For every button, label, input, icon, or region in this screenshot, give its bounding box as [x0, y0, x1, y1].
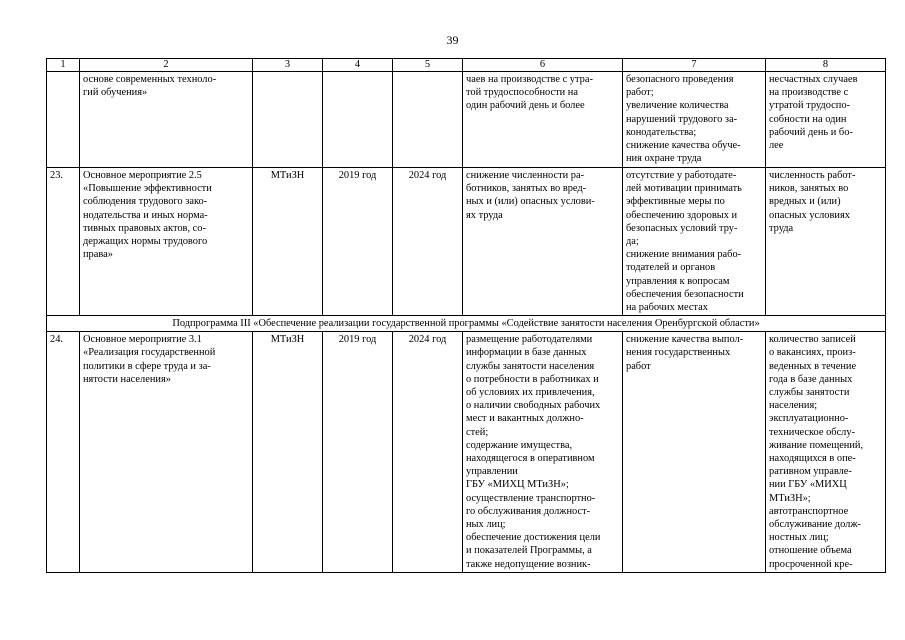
- subprogram-row: [47, 316, 886, 332]
- table-row-continuation: [47, 71, 886, 167]
- indicator: численность работ- ников, занятых во вредных и (или) опасных условиях труда: [766, 167, 886, 315]
- column-header-3: 3: [253, 59, 323, 72]
- measure-name: Основное мероприятие 3.1 «Реализация государственной политики в сфере труда и за- нятости населения»: [80, 332, 253, 573]
- row-number: [47, 71, 80, 167]
- indicator: количество записей о вакансиях, произ- веденных в течение года в базе данных службы занятости населения; эксплуатационно- техническое обслу- живание помещений, находящихся в опе- ративном управле- нии ГБУ «МИХЦ МТиЗН»; автотранспортное обслуживание долж- ностных лиц; отношение объема просроченной кре-: [766, 332, 886, 573]
- table-row-23: [47, 167, 886, 315]
- executor: МТиЗН: [253, 332, 323, 573]
- expected-result: снижение численности ра- ботников, занятых во вред- ных и (или) опасных услови- ях труда: [463, 167, 623, 315]
- consequences: безопасного проведения работ; увеличение количества нарушений трудового за- конодательства; снижение качества обуче- ния охране труда: [623, 71, 766, 167]
- expected-result: размещение работодателями информации в базе данных службы занятости населения о потребности в работниках и об условиях их привлечения, о наличии свободных рабочих мест и вакантных должно- стей; содержание имущества, находящегося в оперативном управлении ГБУ «МИХЦ МТиЗН»; осуществление транспортно- го обслуживания должност- ных лиц; обеспечение достижения цели и показателей Программы, а также недопущение возник-: [463, 332, 623, 573]
- start-year: 2019 год: [323, 332, 393, 573]
- start-year: [323, 71, 393, 167]
- measure-name: основе современных техноло- гий обучения»: [80, 71, 253, 167]
- measure-name: Основное мероприятие 2.5 «Повышение эффективности соблюдения трудового зако- нодательства и иных норма- тивных правовых актов, со- держащих нормы трудового права»: [80, 167, 253, 315]
- expected-result: чаев на производстве с утра- той трудоспособности на один рабочий день и более: [463, 71, 623, 167]
- indicator: несчастных случаев на производстве с утратой трудоспо- собности на один рабочий день и бо- лее: [766, 71, 886, 167]
- end-year: 2024 год: [393, 167, 463, 315]
- consequences: снижение качества выпол- нения государственных работ: [623, 332, 766, 573]
- start-year: 2019 год: [323, 167, 393, 315]
- consequences: отсутствие у работодате- лей мотивации принимать эффективные меры по обеспечению здоровых и безопасных условий тру- да; снижение внимания рабо- тодателей и органов управления к вопросам обеспечения безопасности на рабочих местах: [623, 167, 766, 315]
- column-header-1: 1: [47, 59, 80, 72]
- column-header-8: 8: [766, 59, 886, 72]
- program-table: [46, 58, 886, 573]
- row-number: 24.: [47, 332, 80, 573]
- table-row-24: [47, 332, 886, 573]
- column-header-2: 2: [80, 59, 253, 72]
- header-row: [47, 59, 886, 72]
- executor: [253, 71, 323, 167]
- end-year: [393, 71, 463, 167]
- column-header-7: 7: [623, 59, 766, 72]
- column-header-6: 6: [463, 59, 623, 72]
- column-header-5: 5: [393, 59, 463, 72]
- row-number: 23.: [47, 167, 80, 315]
- subprogram-title: Подпрограмма III «Обеспечение реализации государственной программы «Содействие занятости населения Оренбургской области»: [47, 316, 886, 332]
- executor: МТиЗН: [253, 167, 323, 315]
- column-header-4: 4: [323, 59, 393, 72]
- end-year: 2024 год: [393, 332, 463, 573]
- page-number: 39: [446, 33, 459, 47]
